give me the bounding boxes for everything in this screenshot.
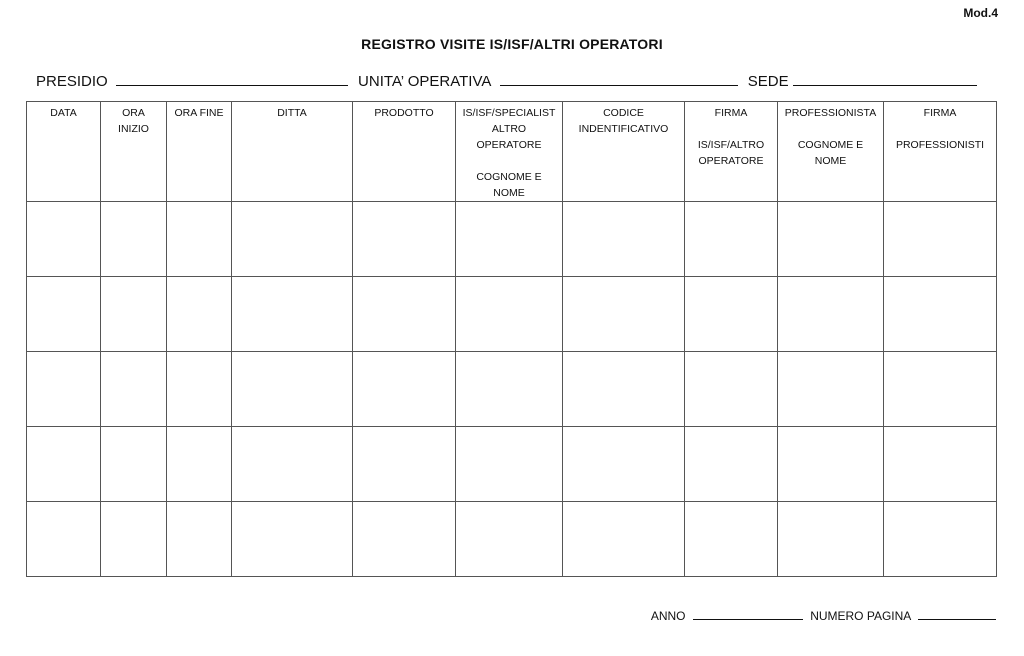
col-prodotto-header: PRODOTTO <box>353 102 456 202</box>
col-ditta-header: DITTA <box>232 102 353 202</box>
table-cell[interactable] <box>685 502 778 577</box>
table-cell[interactable] <box>563 202 685 277</box>
anno-field[interactable] <box>693 607 803 620</box>
table-cell[interactable] <box>167 427 232 502</box>
header-row <box>27 102 997 202</box>
table-cell[interactable] <box>167 277 232 352</box>
footer <box>651 607 996 623</box>
table-row <box>27 502 997 577</box>
anno-label: ANNO <box>650 609 686 623</box>
header-fields <box>36 71 977 90</box>
table-cell[interactable] <box>884 427 997 502</box>
table-cell[interactable] <box>456 427 563 502</box>
table-cell[interactable] <box>353 202 456 277</box>
page-title: REGISTRO VISITE IS/ISF/ALTRI OPERATORI <box>361 36 663 52</box>
col-professionista-header: PROFESSIONISTA COGNOME E NOME <box>778 102 884 202</box>
table-cell[interactable] <box>232 202 353 277</box>
table-cell[interactable] <box>101 277 167 352</box>
table-cell[interactable] <box>232 352 353 427</box>
col-data-header: DATA <box>27 102 101 202</box>
col-operatore-header: IS/ISF/SPECIALIST ALTRO OPERATORE COGNOME E NOME <box>456 102 563 202</box>
table-cell[interactable] <box>101 427 167 502</box>
table-cell[interactable] <box>101 502 167 577</box>
table-cell[interactable] <box>884 502 997 577</box>
table-cell[interactable] <box>232 502 353 577</box>
table-cell[interactable] <box>563 427 685 502</box>
table-cell[interactable] <box>167 202 232 277</box>
table-cell[interactable] <box>563 277 685 352</box>
table-cell[interactable] <box>353 277 456 352</box>
table-cell[interactable] <box>101 202 167 277</box>
table-cell[interactable] <box>101 352 167 427</box>
table-cell[interactable] <box>167 352 232 427</box>
table-cell[interactable] <box>685 277 778 352</box>
table-cell[interactable] <box>232 427 353 502</box>
col-codice-header: CODICE INDENTIFICATIVO <box>563 102 685 202</box>
table-cell[interactable] <box>27 502 101 577</box>
table-cell[interactable] <box>353 427 456 502</box>
pagina-field[interactable] <box>918 607 996 620</box>
table-cell[interactable] <box>884 352 997 427</box>
table-cell[interactable] <box>27 277 101 352</box>
table-cell[interactable] <box>27 352 101 427</box>
register-table <box>26 101 997 577</box>
table-row <box>27 427 997 502</box>
table-cell[interactable] <box>685 202 778 277</box>
table-cell[interactable] <box>884 277 997 352</box>
table-row <box>27 352 997 427</box>
table-cell[interactable] <box>563 352 685 427</box>
table-cell[interactable] <box>353 502 456 577</box>
table-cell[interactable] <box>685 427 778 502</box>
presidio-label: PRESIDIO <box>36 73 108 90</box>
table-cell[interactable] <box>563 502 685 577</box>
table-cell[interactable] <box>456 352 563 427</box>
col-ora-fine-header: ORA FINE <box>167 102 232 202</box>
table-cell[interactable] <box>27 427 101 502</box>
table-cell[interactable] <box>456 502 563 577</box>
table-cell[interactable] <box>353 352 456 427</box>
presidio-field[interactable] <box>116 71 348 86</box>
col-firma-professionisti-header: FIRMA PROFESSIONISTI <box>884 102 997 202</box>
table-cell[interactable] <box>27 202 101 277</box>
table-row <box>27 202 997 277</box>
sede-field[interactable] <box>793 71 977 86</box>
table-cell[interactable] <box>778 502 884 577</box>
col-ora-inizio-header: ORA INIZIO <box>101 102 167 202</box>
form-code: Mod.4 <box>963 6 998 20</box>
pagina-label: NUMERO PAGINA <box>810 609 911 623</box>
sede-label: SEDE <box>747 73 789 90</box>
table-cell[interactable] <box>456 202 563 277</box>
table-cell[interactable] <box>778 427 884 502</box>
table-cell[interactable] <box>884 202 997 277</box>
table-cell[interactable] <box>232 277 353 352</box>
table-cell[interactable] <box>778 202 884 277</box>
unita-label: UNITA’ OPERATIVA <box>358 73 492 90</box>
table-cell[interactable] <box>685 352 778 427</box>
unita-field[interactable] <box>500 71 738 86</box>
table-cell[interactable] <box>778 352 884 427</box>
table-row <box>27 277 997 352</box>
table-cell[interactable] <box>167 502 232 577</box>
table-cell[interactable] <box>778 277 884 352</box>
col-firma-operatore-header: FIRMA IS/ISF/ALTRO OPERATORE <box>685 102 778 202</box>
table-cell[interactable] <box>456 277 563 352</box>
